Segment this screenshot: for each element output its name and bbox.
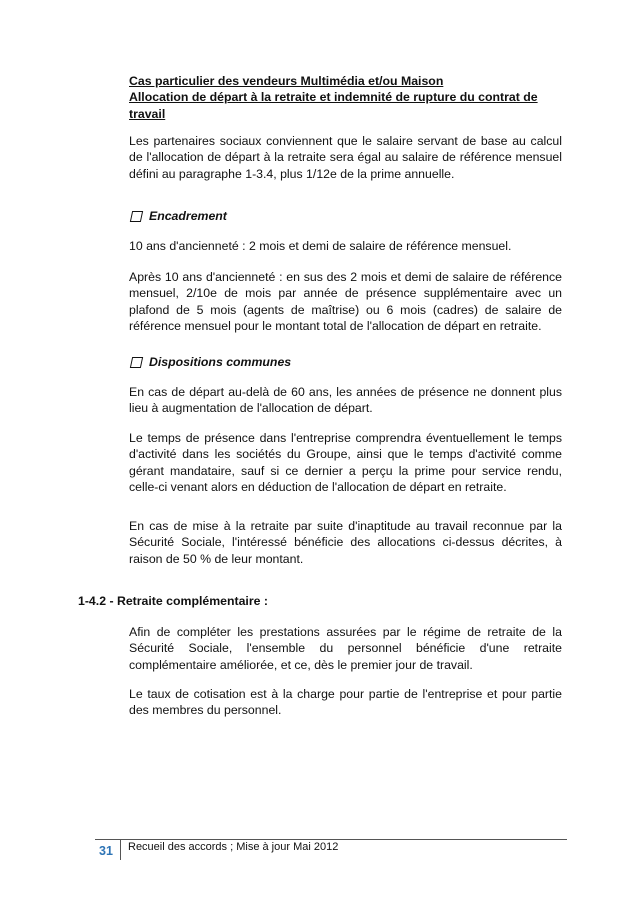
page-number: 31 [99,844,113,858]
checkbox-square-icon [130,211,143,222]
intro-heading-line2: Allocation de départ à la retraite et indemnité de rupture du contrat de travail [129,90,538,121]
encadrement-subheading [129,208,227,224]
footer-rule [95,839,567,840]
dispositions-paragraph-1: En cas de départ au-delà de 60 ans, les années de présence ne donnent plus lieu à augmentation de l'allocation de départ. [129,385,562,416]
footer-separator [120,840,121,860]
dispositions-paragraph-2: Le temps de présence dans l'entreprise comprendra éventuellement le temps d'activité dans les sociétés du Groupe, ainsi que le temps d'activité comme gérant mandataire, sauf si ce dernier a perçu la prime pour service rendu, celle-ci venant alors en déduction de l'allocation de départ en retraite. [129,431,562,494]
dispositions-title: Dispositions communes [149,355,292,369]
section-title: 1-4.2 - Retraite complémentaire : [78,594,268,608]
checkbox-square-icon [130,357,143,368]
encadrement-paragraph-2: Après 10 ans d'ancienneté : en sus des 2 mois et demi de salaire de référence mensuel, 2/10e de mois par année de présence supplémentaire avec un plafond de 5 mois (agents de maîtrise) ou 6 mois (cadres) de salaire de référence mensuel pour le montant total de l'allocation de départ en retraite. [129,270,562,333]
encadrement-title: Encadrement [149,209,227,223]
intro-heading-line1: Cas particulier des vendeurs Multimédia et/ou Maison [129,74,444,88]
dispositions-paragraph-3: En cas de mise à la retraite par suite d'inaptitude au travail reconnue par la Sécurité Sociale, l'intéressé bénéficie des allocations ci-dessus décrites, à raison de 50 % de leur montant. [129,519,562,566]
intro-paragraph: Les partenaires sociaux conviennent que le salaire servant de base au calcul de l'allocation de départ à la retraite sera égal au salaire de référence mensuel défini au paragraphe 1-3.4, plus 1/12e de la prime annuelle. [129,134,562,181]
footer-text: Recueil des accords ; Mise à jour Mai 2012 [128,841,339,853]
dispositions-subheading [129,354,291,370]
encadrement-paragraph-1: 10 ans d'ancienneté : 2 mois et demi de salaire de référence mensuel. [129,239,512,253]
section-paragraph-1: Afin de compléter les prestations assurées par le régime de retraite de la Sécurité Sociale, l'ensemble du personnel bénéficie d'une retraite complémentaire améliorée, et ce, dès le premier jour de travail. [129,625,562,672]
section-paragraph-2: Le taux de cotisation est à la charge pour partie de l'entreprise et pour partie des membres du personnel. [129,687,562,718]
intro-heading [129,73,562,122]
